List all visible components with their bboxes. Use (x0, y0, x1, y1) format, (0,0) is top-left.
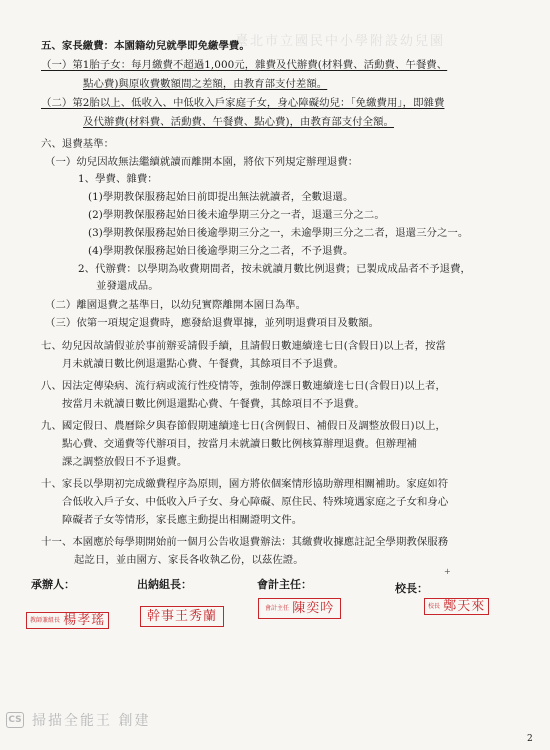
section-6-sub-1: 1、學費、雜費： (78, 173, 158, 185)
section-5-item-1-line-1: （一）第1胎子女：每月繳費不超過1,000元，雜費及代辦費(材料費、活動費、午餐費、 (41, 59, 448, 71)
section-6-item-2: （二）離園退費之基準日，以幼兒實際離開本園日為準。 (45, 299, 307, 311)
camscanner-logo-icon: CS (6, 712, 24, 728)
section-11-line-1: 十一、本園應於每學期開始前一個月公告收退費辦法：其繳費收據應註記全學期教保服務 (41, 536, 449, 548)
accounting-label: 會計主任： (257, 578, 312, 591)
section-6-sub-2-line-1: 2、代辦費：以學期為收費期間者，按未就讀月數比例退費；已製成成品者不予退費， (78, 263, 471, 275)
section-5-item-1-line-2: 點心費)與原收費數額間之差額，由教育部支付差額。 (83, 78, 328, 90)
section-6-sub-2-line-2: 並發還成品。 (96, 280, 159, 292)
cashier-label: 出納組長： (137, 578, 192, 591)
section-7-line-2: 月未就讀日數比例退還點心費、午餐費，其餘項目不予退費。 (62, 358, 344, 370)
undertaker-label: 承辦人： (31, 578, 75, 591)
section-6-heading: 六、退費基準： (41, 138, 115, 150)
principal-seal (424, 598, 489, 615)
section-6-sub-1-rule-3: (3)學期教保服務起始日後逾學期三分之一，未逾學期三分之二者，退還三分之一。 (88, 227, 469, 239)
section-5-item-2-line-2: 及代辦費(材料費、活動費、午餐費、點心費)，由教育部支付全額。 (83, 116, 394, 128)
section-8-line-2: 按當月未就讀日數比例退還點心費、午餐費，其餘項目不予退費。 (62, 398, 365, 410)
accounting-seal-title: 會計主任 (265, 605, 290, 612)
section-11-line-2: 起訖日，並由園方、家長各收執乙份，以茲佐證。 (74, 554, 304, 566)
section-6-item-3: （三）依第一項規定退費時，應發給退費單據，並列明退費項目及數額。 (45, 317, 380, 329)
camscanner-watermark (6, 711, 150, 729)
section-6-item-1: （一）幼兒因故無法繼續就讀而離開本園，將依下列規定辦理退費： (45, 156, 359, 168)
principal-seal-title: 校長 (428, 603, 441, 610)
tick-mark: + (444, 567, 451, 576)
signature-block (0, 576, 550, 636)
undertaker-seal (26, 612, 109, 629)
section-7-line-1: 七、幼兒因故請假並於事前辦妥請假手續，且請假日數連續達七日(含假日)以上者，按當 (41, 340, 446, 352)
cashier-seal (140, 606, 224, 627)
section-5-heading: 五、家長繳費：本園籍幼兒就學即免繳學費。 (41, 40, 250, 52)
section-8-line-1: 八、因法定傳染病、流行病或流行性疫情等，強制停課日數連續達七日(含假日)以上者， (41, 380, 446, 392)
accounting-seal (258, 598, 341, 619)
section-9-line-3: 課之調整放假日不予退費。 (62, 456, 188, 468)
section-10-line-2: 合低收入戶子女、中低收入戶子女、身心障礙、原住民、特殊境遇家庭之子女和身心 (62, 496, 449, 508)
section-6-sub-1-rule-1: (1)學期教保服務起始日前即提出無法就讀者，全數退還。 (88, 191, 354, 203)
page-number: 2 (527, 734, 533, 744)
section-10-line-1: 十、家長以學期初完成繳費程序為原則，園方將依個案情形協助辦理相關補助。家庭如符 (41, 478, 449, 490)
undertaker-seal-name: 楊孝瑤 (63, 613, 106, 628)
section-10-line-3: 障礙者子女等情形，家長應主動提出相關證明文件。 (62, 514, 303, 526)
section-6-sub-1-rule-2: (2)學期教保服務起始日後未逾學期三分之一者，退還三分之二。 (88, 209, 385, 221)
show-through-faint-header: 臺北市立國民中小學附設幼兒園 (235, 34, 446, 49)
section-5-item-2-line-1: （二）第2胎以上、低收入、中低收入戶家庭子女，身心障礙幼兒：「免繳費用」，即雜費 (41, 97, 445, 109)
section-9-line-1: 九、國定假日、農曆除夕與春節假期連續達七日(含例假日、補假日及調整放假日)以上， (41, 420, 446, 432)
watermark-text: 掃描全能王 創建 (32, 713, 151, 729)
principal-label: 校長： (395, 582, 428, 595)
undertaker-seal-title: 教師兼組長 (30, 617, 61, 624)
accounting-seal-name: 陳奕吟 (292, 601, 335, 616)
section-9-line-2: 點心費、交通費等代辦項目，按當月未就讀日數比例核算辦理退費。但辦理補 (62, 438, 417, 450)
principal-seal-name: 鄭天來 (443, 599, 486, 614)
section-6-sub-1-rule-4: (4)學期教保服務起始日後逾學期三分之二者，不予退費。 (88, 245, 354, 257)
cashier-seal-text: 幹事王秀蘭 (147, 609, 218, 624)
